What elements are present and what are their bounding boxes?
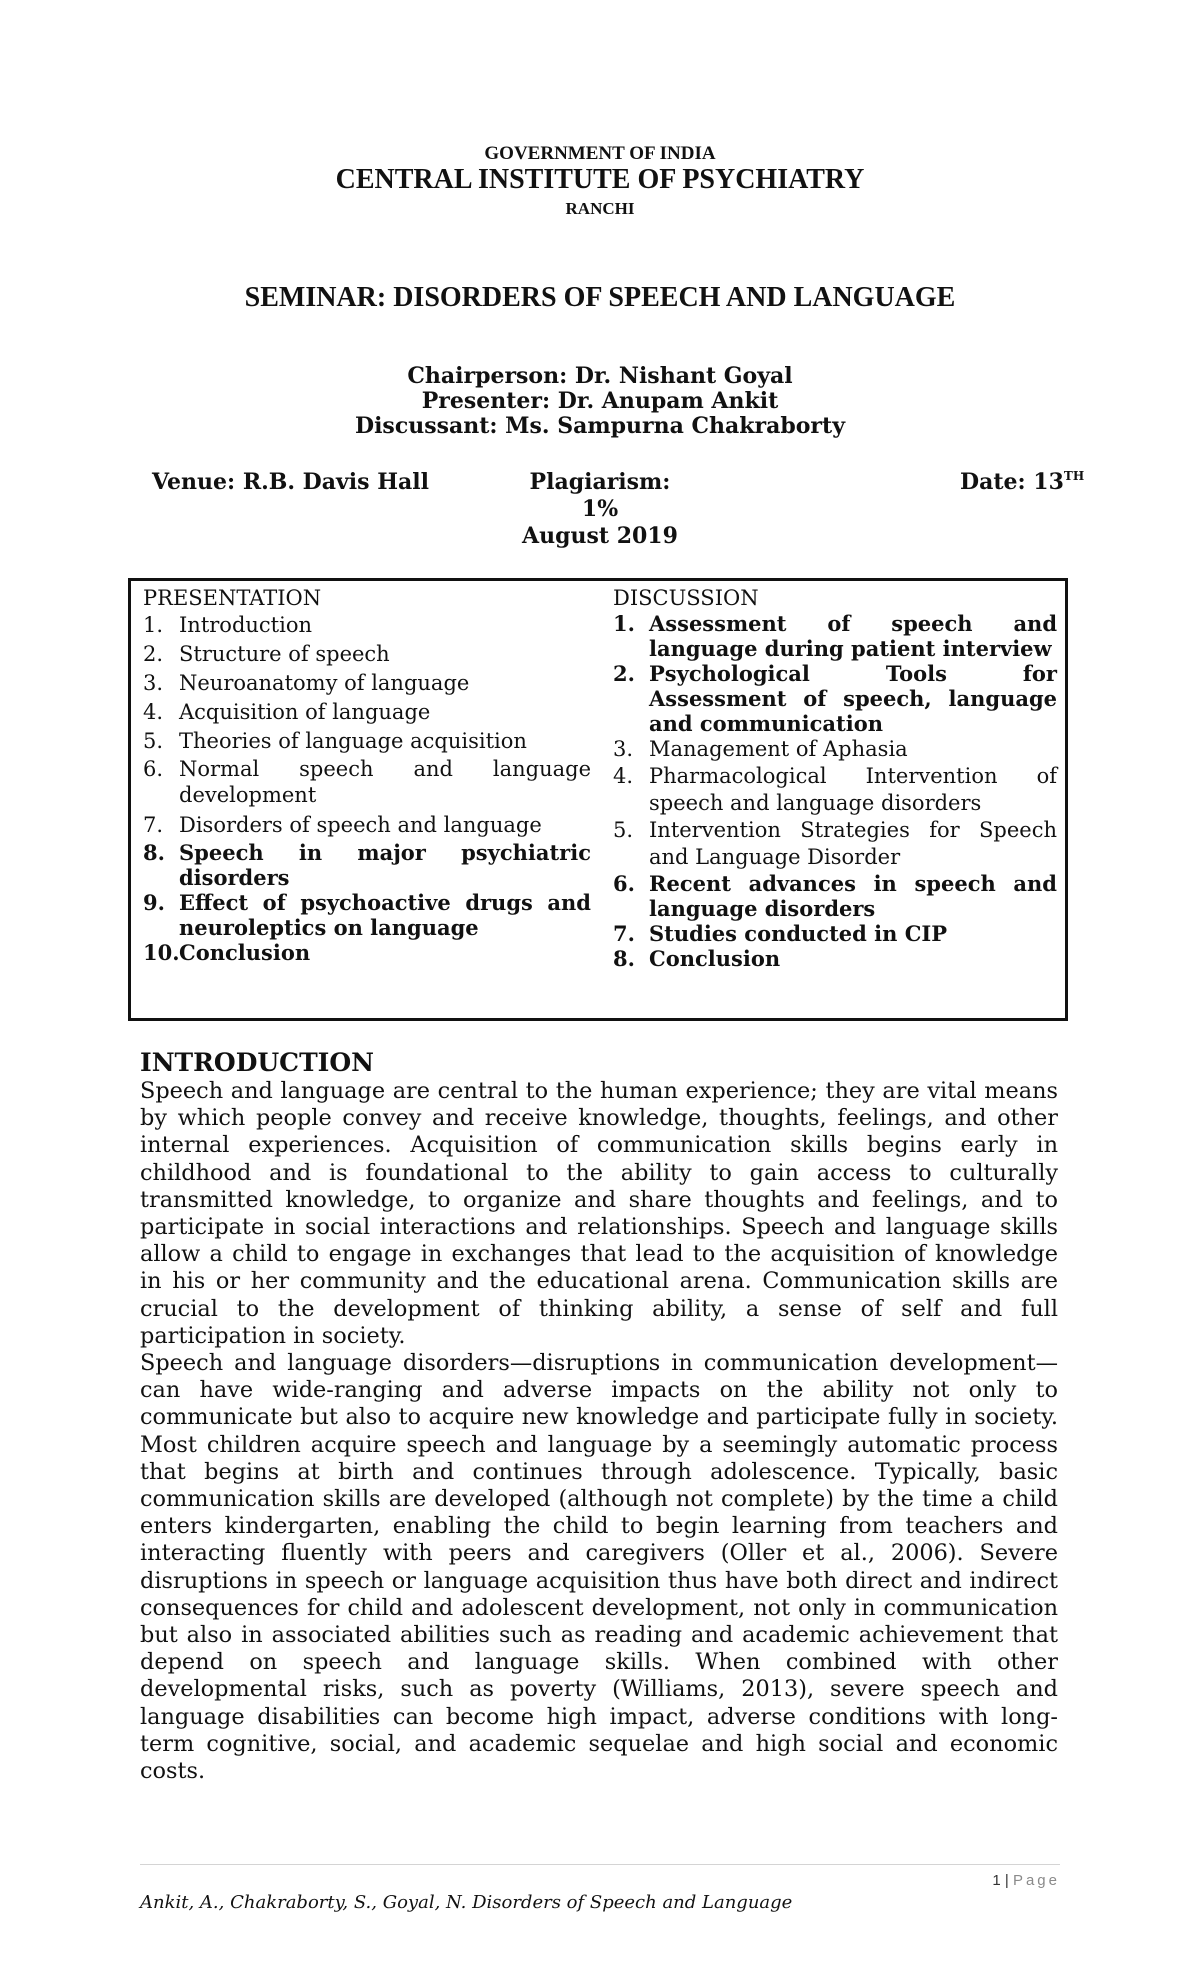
outline-table — [128, 578, 1068, 1021]
list-item: 6. Recent advances in speech and language disorders — [613, 871, 1057, 921]
presentation-list — [143, 611, 591, 965]
list-item: 1. Assessment of speech and language during patient interview — [613, 611, 1057, 661]
introduction-paragraph: Speech and language disorders—disruptions in communication development—can have wide-ranging and adverse impacts on the ability not only to communicate but also to acquire new knowledge and participate fully in society. Most children acquire speech and language by a seemingly automatic process that begins at birth and continues through adolescence. Typically, basic communication skills are developed (although not complete) by the time a child enters kindergarten, enabling the child to begin learning from teachers and interacting fluently with peers and caregivers (Oller et al., 2006). Severe disruptions in speech or language acquisition thus have both direct and indirect consequences for child and adolescent development, not only in communication but also in associated abilities such as reading and academic achievement that depend on speech and language skills. When combined with other developmental risks, such as poverty (Williams, 2013), severe speech and language disabilities can become high impact, adverse conditions with long-term cognitive, social, and academic sequelae and high social and economic costs. — [140, 1350, 1058, 1785]
list-item: 7. Studies conducted in CIP — [613, 921, 948, 946]
list-item: 4. Acquisition of language — [143, 700, 431, 724]
footer-divider — [140, 1864, 1060, 1865]
institute-title: CENTRAL INSTITUTE OF PSYCHIATRY — [335, 164, 865, 195]
introduction-paragraph: Speech and language are central to the human experience; they are vital means by which people convey and receive knowledge, thoughts, feelings, and other internal experiences. Acquisition of communication skills begins early in childhood and is foundational to the ability to gain access to culturally transmitted knowledge, to organize and share thoughts and feelings, and to participate in social interactions and relationships. Speech and language skills allow a child to engage in exchanges that lead to the acquisition of knowledge in his or her community and the educational arena. Communication skills are crucial to the development of thinking ability, a sense of self and full participation in society. — [140, 1078, 1058, 1349]
page-number — [992, 1872, 1060, 1889]
footer-citation: Ankit, A., Chakraborty, S., Goyal, N. Disorders of Speech and Language — [140, 1892, 793, 1913]
venue: Venue: R.B. Davis Hall — [152, 469, 429, 495]
presentation-heading: PRESENTATION — [143, 586, 322, 610]
introduction-body — [140, 1078, 1058, 1785]
list-item: 9. Effect of psychoactive drugs and neuroleptics on language — [143, 890, 591, 940]
government-heading: GOVERNMENT OF INDIA — [484, 143, 716, 164]
presenter: Presenter: Dr. Anupam Ankit — [421, 388, 779, 414]
presentation-column — [143, 585, 591, 965]
plagiarism-block — [510, 469, 690, 550]
date — [960, 469, 1084, 495]
discussant: Discussant: Ms. Sampurna Chakraborty — [355, 413, 845, 439]
list-item: 8. Speech in major psychiatric disorders — [143, 840, 591, 890]
introduction-heading: INTRODUCTION — [140, 1048, 375, 1077]
plagiarism: Plagiarism: 1% — [529, 469, 671, 522]
list-item: 2. Psychological Tools for Assessment of speech, language and communication — [613, 661, 1057, 736]
discussion-list — [613, 611, 1057, 971]
list-item: 6. Normal speech and language development — [143, 757, 591, 807]
page-separator: | — [1004, 1872, 1009, 1889]
people-block — [0, 364, 1200, 439]
list-item: 4. Pharmacological Intervention of speech and language disorders — [613, 764, 1057, 815]
list-item: 1. Introduction — [143, 613, 312, 637]
list-item: 3. Neuroanatomy of language — [143, 671, 470, 695]
list-item: 3. Management of Aphasia — [613, 737, 908, 761]
date-suffix: TH — [1063, 469, 1085, 483]
list-item: 5. Theories of language acquisition — [143, 729, 527, 753]
date-prefix: Date: 13 — [960, 469, 1064, 495]
list-item: 7. Disorders of speech and language — [143, 813, 542, 837]
discussion-column — [613, 585, 1057, 971]
chairperson: Chairperson: Dr. Nishant Goyal — [407, 363, 793, 389]
list-item: 8. Conclusion — [613, 946, 781, 971]
page-number-value: 1 — [992, 1872, 1001, 1889]
list-item: 2. Structure of speech — [143, 642, 390, 666]
seminar-title: SEMINAR: DISORDERS OF SPEECH AND LANGUAGE — [244, 282, 956, 313]
list-item: 10. Conclusion — [143, 940, 311, 965]
discussion-heading: DISCUSSION — [613, 586, 759, 610]
page-label: Page — [1012, 1872, 1060, 1889]
date-line2: August 2019 — [522, 523, 678, 549]
city-heading: RANCHI — [565, 199, 635, 218]
list-item: 5. Intervention Strategies for Speech and Language Disorder — [613, 818, 1057, 869]
